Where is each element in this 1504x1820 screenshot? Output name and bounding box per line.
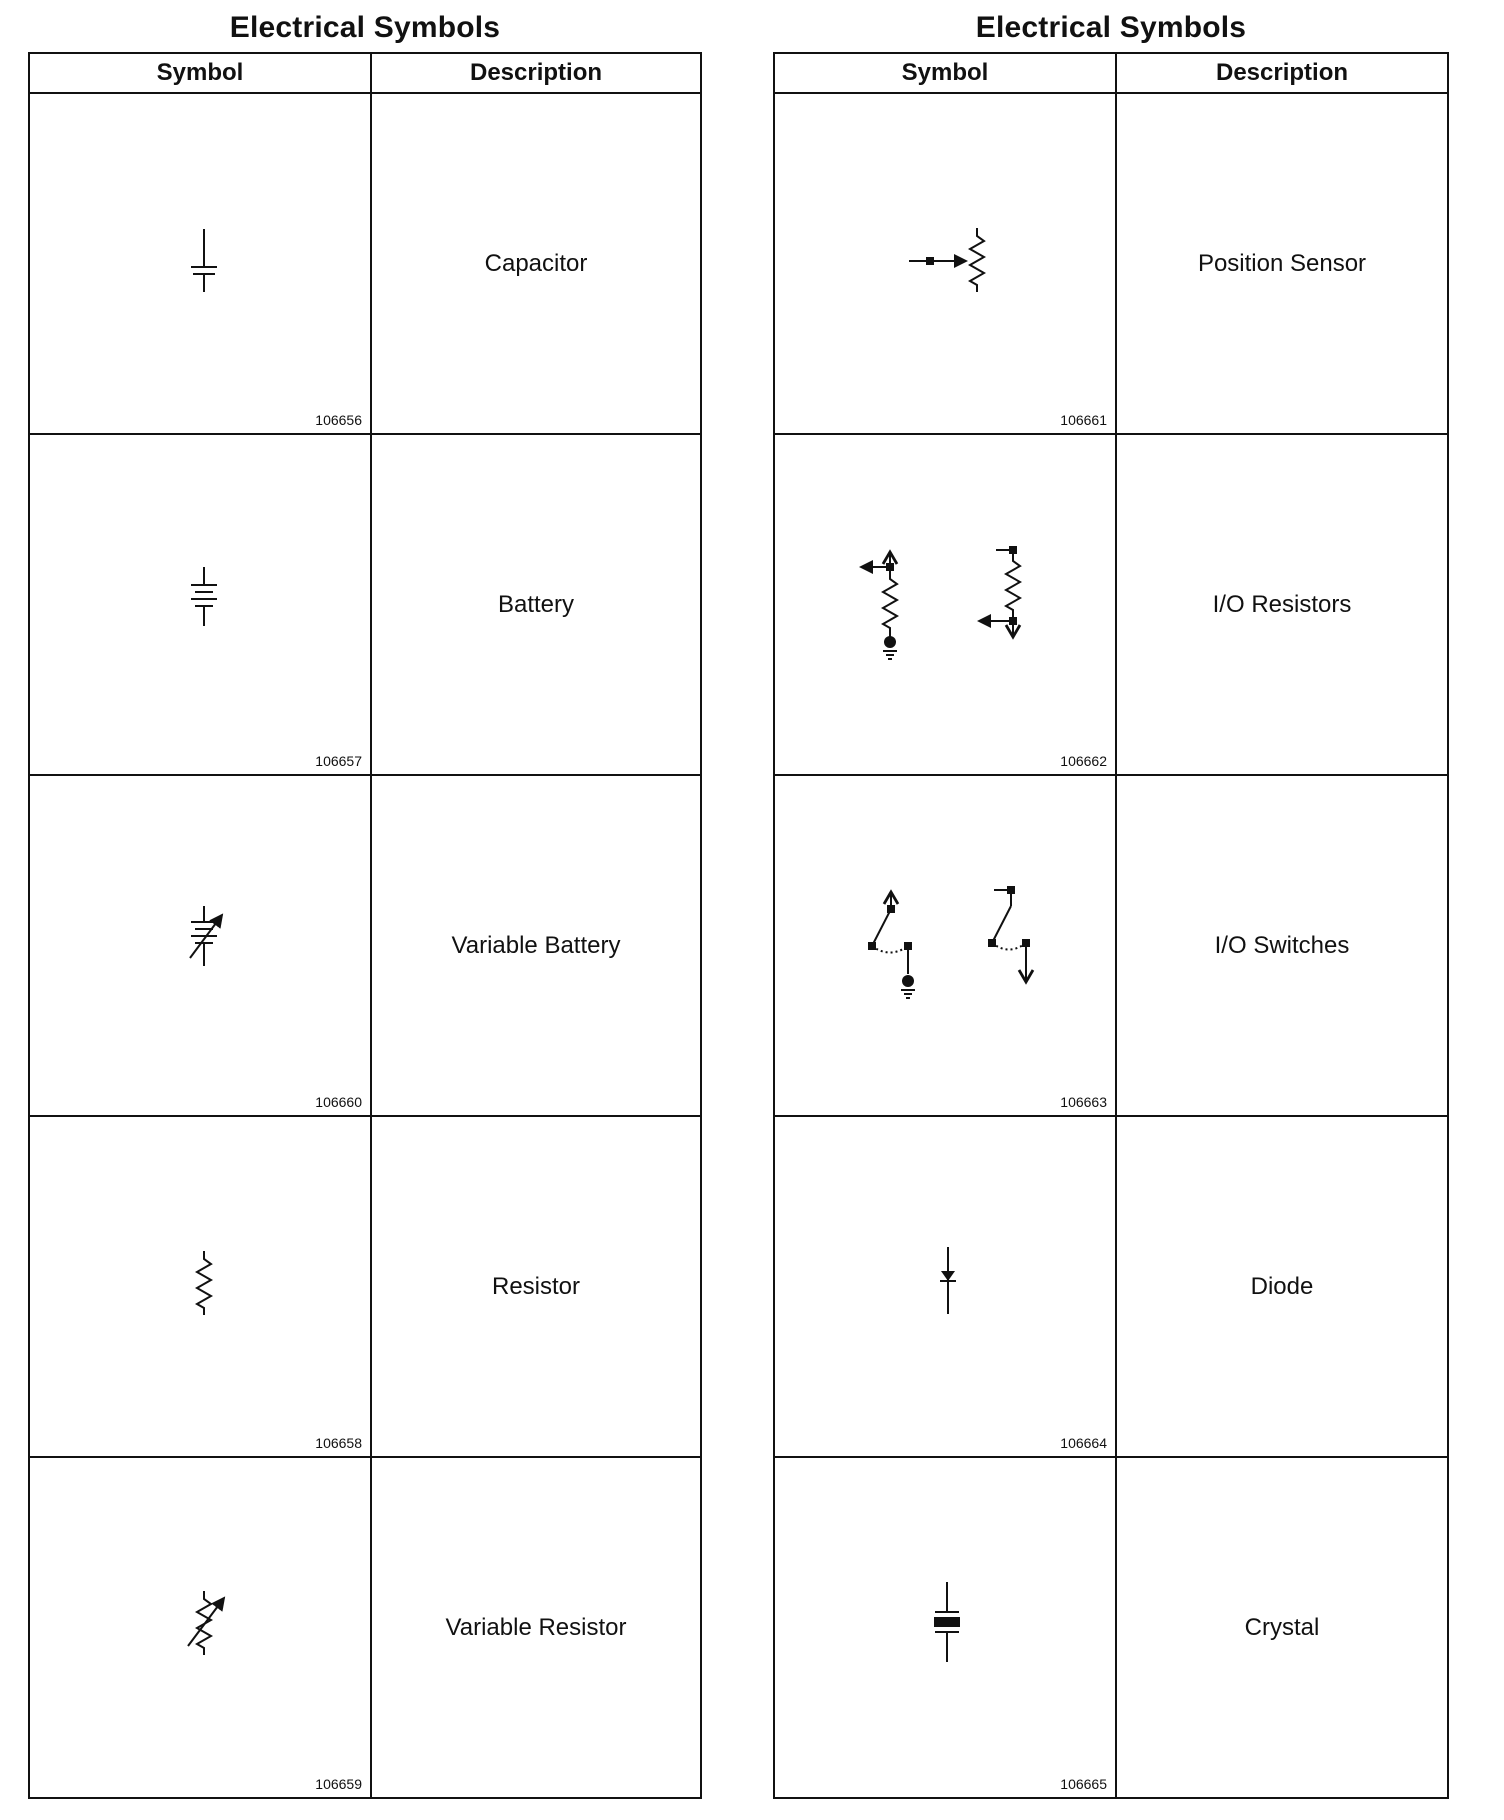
- description-cell: Variable Battery: [371, 775, 701, 1116]
- symbol-cell: [29, 1457, 371, 1798]
- figure-code: 106665: [1060, 1776, 1107, 1792]
- figure-code: 106659: [315, 1776, 362, 1792]
- table-row: [774, 434, 1448, 775]
- description-cell: Diode: [1116, 1116, 1448, 1457]
- figure-code: 106656: [315, 412, 362, 428]
- description-cell: I/O Resistors: [1116, 434, 1448, 775]
- figure-code: 106662: [1060, 753, 1107, 769]
- description-column-header: Description: [1116, 53, 1448, 93]
- description-cell: Crystal: [1116, 1457, 1448, 1798]
- figure-code: 106657: [315, 753, 362, 769]
- variable-battery-icon: [30, 776, 370, 1115]
- table-header-row: [29, 53, 701, 93]
- symbol-cell: [774, 93, 1116, 434]
- table-row: [774, 1457, 1448, 1798]
- io-resistors-icon: [775, 435, 1115, 774]
- symbol-cell: [29, 434, 371, 775]
- crystal-icon: [775, 1458, 1115, 1797]
- table-row: [774, 93, 1448, 434]
- description-column-header: Description: [371, 53, 701, 93]
- symbol-cell: [29, 775, 371, 1116]
- description-cell: Capacitor: [371, 93, 701, 434]
- figure-code: 106660: [315, 1094, 362, 1110]
- table-row: [29, 1116, 701, 1457]
- symbols-table: [773, 52, 1449, 1799]
- table-row: [29, 1457, 701, 1798]
- symbol-cell: [29, 1116, 371, 1457]
- table-row: [29, 93, 701, 434]
- symbol-cell: [774, 1116, 1116, 1457]
- symbols-panel-left: [28, 0, 702, 1799]
- capacitor-icon: [30, 94, 370, 433]
- symbols-panel-right: [773, 0, 1449, 1799]
- symbol-cell: [774, 434, 1116, 775]
- symbols-table: [28, 52, 702, 1799]
- table-row: [774, 775, 1448, 1116]
- symbol-cell: [29, 93, 371, 434]
- table-row: [774, 1116, 1448, 1457]
- symbol-column-header: Symbol: [774, 53, 1116, 93]
- figure-code: 106664: [1060, 1435, 1107, 1451]
- battery-icon: [30, 435, 370, 774]
- symbol-cell: [774, 775, 1116, 1116]
- figure-code: 106663: [1060, 1094, 1107, 1110]
- description-cell: Resistor: [371, 1116, 701, 1457]
- description-cell: Position Sensor: [1116, 93, 1448, 434]
- table-header-row: [774, 53, 1448, 93]
- panel-title: Electrical Symbols: [975, 11, 1247, 44]
- variable-resistor-icon: [30, 1458, 370, 1797]
- panel-title: Electrical Symbols: [229, 11, 501, 44]
- description-cell: I/O Switches: [1116, 775, 1448, 1116]
- symbol-cell: [774, 1457, 1116, 1798]
- table-row: [29, 775, 701, 1116]
- position-sensor-icon: [775, 94, 1115, 433]
- table-row: [29, 434, 701, 775]
- description-cell: Battery: [371, 434, 701, 775]
- figure-code: 106658: [315, 1435, 362, 1451]
- figure-code: 106661: [1060, 412, 1107, 428]
- symbol-column-header: Symbol: [29, 53, 371, 93]
- diode-icon: [775, 1117, 1115, 1456]
- io-switches-icon: [775, 776, 1115, 1115]
- description-cell: Variable Resistor: [371, 1457, 701, 1798]
- resistor-icon: [30, 1117, 370, 1456]
